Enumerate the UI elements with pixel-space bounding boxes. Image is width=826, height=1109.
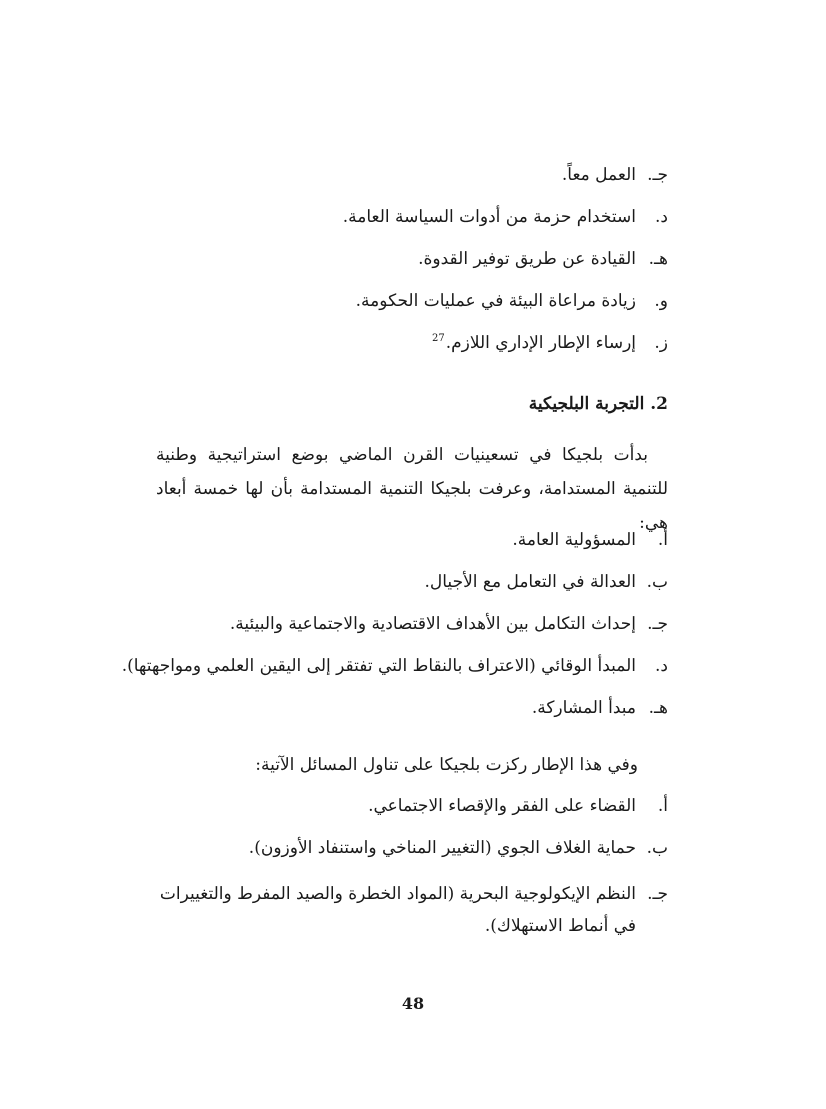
list-item-text: العمل معاً. bbox=[561, 165, 636, 185]
list-item bbox=[148, 836, 668, 878]
list-item bbox=[148, 794, 668, 836]
list-item bbox=[148, 289, 668, 331]
list-item-text: حماية الغلاف الجوي (التغيير المناخي واستنفاد الأوزون). bbox=[248, 838, 636, 858]
list-item bbox=[148, 163, 668, 205]
list-item bbox=[148, 612, 668, 654]
list-item-text bbox=[432, 331, 636, 355]
list-item-text: النظم الإيكولوجية البحرية (المواد الخطرة والصيد المفرط والتغييرات في أنماط الاستهلاك). bbox=[159, 884, 636, 936]
list-sustainability-dimensions bbox=[121, 528, 668, 738]
list-item-marker: أ. bbox=[657, 530, 668, 550]
list-item-text-content: إرساء الإطار الإداري اللازم. bbox=[445, 333, 636, 353]
list-item-marker: ب. bbox=[646, 572, 668, 592]
list-item-text: إحداث التكامل بين الأهداف الاقتصادية والاجتماعية والبيئية. bbox=[229, 614, 636, 634]
list-item-text: القضاء على الفقر والإقصاء الاجتماعي. bbox=[368, 796, 636, 816]
list-item-marker: جـ. bbox=[647, 614, 668, 634]
list-item-marker: هـ. bbox=[648, 698, 668, 718]
list-item bbox=[148, 331, 668, 373]
list-item-text: المبدأ الوقائي (الاعتراف بالنقاط التي تفتقر إلى اليقين العلمي ومواجهتها). bbox=[121, 656, 636, 676]
list-item-text: مبدأ المشاركة. bbox=[531, 698, 636, 718]
list-item bbox=[148, 878, 668, 942]
list-item-marker: د. bbox=[655, 656, 668, 676]
list-item-text: زيادة مراعاة البيئة في عمليات الحكومة. bbox=[355, 291, 636, 311]
page-number: 48 bbox=[401, 994, 425, 1013]
list-item bbox=[148, 570, 668, 612]
list-item bbox=[148, 205, 668, 247]
footnote-reference[interactable]: 27 bbox=[431, 333, 445, 345]
section-heading: 2. التجربة البلجيكية bbox=[528, 394, 668, 414]
list-item-text: العدالة في التعامل مع الأجيال. bbox=[424, 572, 636, 592]
list-item-marker: د. bbox=[655, 207, 668, 227]
list-item-marker: أ. bbox=[657, 796, 668, 816]
list-item-text: القيادة عن طريق توفير القدوة. bbox=[418, 249, 636, 269]
list-item-marker: ز. bbox=[654, 333, 668, 353]
list-item-marker: جـ. bbox=[647, 884, 668, 904]
list-policy-tools bbox=[148, 163, 668, 373]
paragraph-belgium-strategy: بدأت بلجيكا في تسعينيات القرن الماضي بوضع استراتيجية وطنية للتنمية المستدامة، وعرفت بلجيكا التنمية المستدامة بأن لها خمسة أبعاد هي: bbox=[156, 445, 668, 533]
list-item-marker: ب. bbox=[646, 838, 668, 858]
list-item bbox=[121, 654, 668, 696]
list-item bbox=[148, 528, 668, 570]
list-focus-issues bbox=[148, 794, 668, 942]
list-item-marker: و. bbox=[654, 291, 668, 311]
list-item bbox=[148, 247, 668, 289]
list-item-marker: هـ. bbox=[648, 249, 668, 269]
list-item-marker: جـ. bbox=[647, 165, 668, 185]
paragraph-belgium-focus: وفي هذا الإطار ركزت بلجيكا على تناول المسائل الآتية: bbox=[255, 755, 638, 775]
list-item-text: المسؤولية العامة. bbox=[512, 530, 636, 550]
list-item-text: استخدام حزمة من أدوات السياسة العامة. bbox=[342, 207, 636, 227]
list-item bbox=[148, 696, 668, 738]
